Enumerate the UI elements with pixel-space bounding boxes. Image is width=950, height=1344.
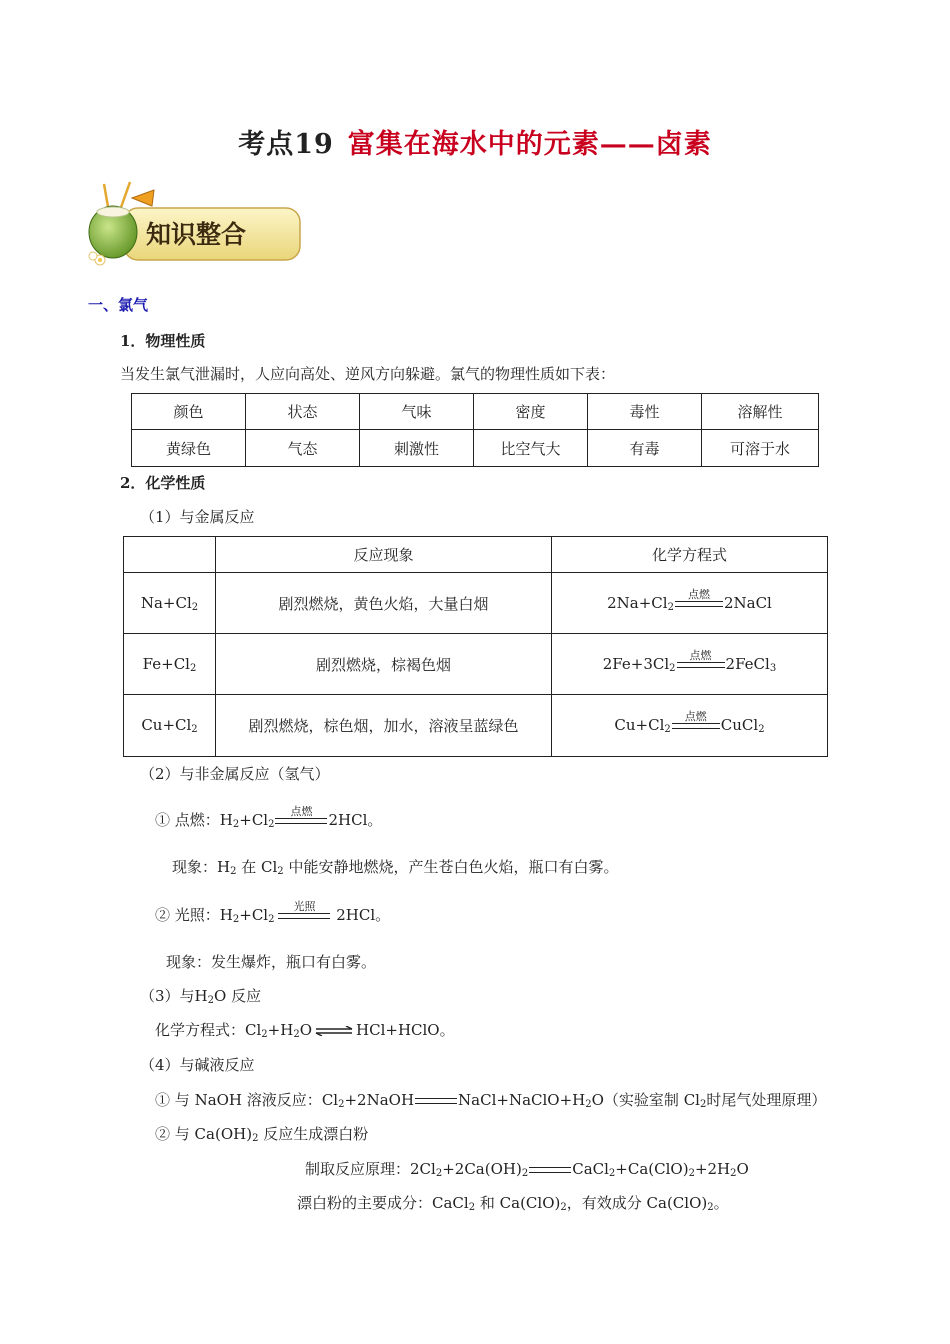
- light-phenomenon: 现象：发生爆炸，瓶口有白雾。: [166, 953, 377, 971]
- caoh-reaction: ② 与 $Ca(OH)_2$ 反应生成漂白粉: [155, 1125, 369, 1144]
- phenomenon-text: 中能安静地燃烧，产生苍白色火焰，瓶口有白雾。: [288, 858, 619, 876]
- subscript: 3: [769, 662, 777, 674]
- header-color: 颜色: [132, 394, 246, 430]
- reaction-condition: 点燃: [687, 587, 710, 601]
- caoh-a: ② 与: [155, 1125, 190, 1143]
- table-row: [124, 537, 828, 573]
- equals-sign: [415, 1098, 457, 1104]
- value-solubility: 可溶于水: [702, 430, 819, 467]
- header-state: 状态: [246, 394, 360, 430]
- components-c: ，有效成分: [566, 1194, 642, 1212]
- bleach-principle: 制取反应原理：$2Cl_2+2Ca(OH)_2$ $CaCl_2+Ca(ClO)_2+2H_2O$: [305, 1160, 749, 1179]
- subscript: 2: [758, 724, 765, 735]
- reactant-text: Na+Cl: [140, 593, 192, 612]
- knowledge-banner: [88, 180, 303, 270]
- section-heading-chlorine: 一、氯气: [88, 296, 149, 314]
- subscript: 2: [664, 724, 671, 735]
- reversible-arrow-icon: [314, 1026, 354, 1036]
- components-d: 。: [713, 1194, 729, 1212]
- light-equation: ② 光照：$H_2+Cl_2$ 光照 2HCl。: [155, 900, 391, 925]
- reaction-sign: [677, 648, 725, 668]
- reactant-na: [124, 573, 216, 634]
- ignite-phenomenon: 现象：$H_2$ 在 $Cl_2$ 中能安静地燃烧，产生苍白色火焰，瓶口有白雾。: [172, 858, 619, 877]
- naoh-reaction: ① 与 NaOH 溶液反应：$Cl_2+2NaOH$ $NaCl+NaClO+H_2O$（实验室制 $Cl_2$时尾气处理原理）: [155, 1091, 827, 1110]
- eq-rhs: 2NaCl: [723, 593, 772, 612]
- water-reaction-heading: （3）与$H_2O$ 反应: [140, 987, 262, 1006]
- chemical-properties-heading: 2．化学性质: [120, 474, 206, 492]
- ignite-label: ① 点燃：: [155, 811, 220, 829]
- water-eq-label: 化学方程式：: [155, 1021, 246, 1039]
- reaction-sign: [275, 805, 327, 824]
- physical-properties-heading: 1．物理性质: [120, 332, 206, 350]
- phenomenon-cu: 剧烈燃烧，棕色烟，加水，溶液呈蓝绿色: [216, 695, 552, 757]
- phenomenon-na: 剧烈燃烧，黄色火焰，大量白烟: [216, 573, 552, 634]
- header-density: 密度: [474, 394, 588, 430]
- reaction-condition: 点燃: [684, 710, 707, 723]
- light-label: ② 光照：: [155, 906, 220, 924]
- metal-reaction-table: [123, 536, 828, 757]
- water-heading-b: 反应: [231, 987, 262, 1005]
- header-equation: 化学方程式: [552, 537, 828, 573]
- header-phenomenon: 反应现象: [216, 537, 552, 573]
- header-empty: [124, 537, 216, 573]
- ignite-equation: ① 点燃：$H_2+Cl_2$ 点燃 2HCl。: [155, 805, 383, 830]
- water-heading-a: （3）与: [140, 987, 195, 1005]
- bleach-components: 漂白粉的主要成分：CaCl$_2$ 和 $Ca(ClO)_2$，有效成分 $Ca(ClO)_2$。: [297, 1194, 729, 1213]
- table-row: [132, 394, 819, 430]
- reaction-condition: 光照: [293, 900, 316, 913]
- equation-na: [552, 573, 828, 634]
- reactant-cu: [124, 695, 216, 757]
- title-prefix: 考点19: [238, 129, 334, 160]
- table-row: [124, 634, 828, 695]
- components-a: 漂白粉的主要成分：: [297, 1194, 433, 1212]
- header-toxicity: 毒性: [588, 394, 702, 430]
- table-row: [124, 695, 828, 757]
- value-toxicity: 有毒: [588, 430, 702, 467]
- components-b: 和: [479, 1194, 495, 1212]
- value-color: 黄绿色: [132, 430, 246, 467]
- naoh-a: ① 与: [155, 1091, 190, 1109]
- eq-lhs: 2Na+Cl: [607, 593, 668, 612]
- reactant-text: Cu+Cl: [141, 716, 192, 734]
- reaction-condition: 点燃: [689, 648, 712, 662]
- water-equation: 化学方程式：$Cl_2+H_2O$ HCl+HClO。: [155, 1021, 455, 1040]
- value-odor: 刺激性: [360, 430, 474, 467]
- base-reaction-heading: （4）与碱液反应: [140, 1056, 255, 1074]
- equation-cu: [552, 695, 828, 757]
- reaction-sign: [672, 710, 720, 729]
- subscript: 2: [669, 662, 676, 674]
- nonmetal-reaction-heading: （2）与非金属反应（氢气）: [140, 765, 330, 783]
- phenomenon-fe: 剧烈燃烧，棕褐色烟: [216, 634, 552, 695]
- table-row: [132, 430, 819, 467]
- physical-properties-table: [131, 393, 819, 467]
- naoh-b: NaOH: [194, 1091, 243, 1109]
- caoh-b: 反应生成漂白粉: [263, 1125, 369, 1143]
- subscript: 2: [191, 601, 199, 613]
- equation-fe: [552, 634, 828, 695]
- reactant-text: Fe+Cl: [142, 654, 190, 673]
- header-solubility: 溶解性: [702, 394, 819, 430]
- eq-rhs: CuCl: [720, 716, 759, 734]
- reactant-fe: [124, 634, 216, 695]
- naoh-c: 溶液反应：: [246, 1091, 322, 1109]
- eq-lhs: 2Fe+3Cl: [602, 654, 670, 673]
- value-state: 气态: [246, 430, 360, 467]
- phenomenon-label: 现象：: [172, 858, 218, 876]
- naoh-d: （实验室制: [603, 1091, 679, 1109]
- eq-lhs: Cu+Cl: [614, 716, 665, 734]
- subscript: 2: [191, 724, 198, 735]
- banner-text: 知识整合: [146, 220, 247, 249]
- metal-reaction-heading: （1）与金属反应: [140, 508, 255, 526]
- subscript: 2: [189, 662, 197, 674]
- title-main: 富集在海水中的元素——卤素: [347, 129, 712, 160]
- eq-rhs: 2FeCl: [725, 654, 770, 673]
- physical-properties-intro: 当发生氯气泄漏时，人应向高处、逆风方向躲避。氯气的物理性质如下表：: [120, 365, 616, 383]
- reaction-sign: [675, 587, 723, 607]
- reaction-condition: 点燃: [290, 805, 313, 818]
- value-density: 比空气大: [474, 430, 588, 467]
- principle-label: 制取反应原理：: [305, 1160, 411, 1178]
- equals-sign: [529, 1167, 571, 1173]
- naoh-e: 时尾气处理原理）: [706, 1091, 827, 1109]
- reaction-sign: [278, 900, 330, 919]
- table-row: [124, 573, 828, 634]
- header-odor: 气味: [360, 394, 474, 430]
- subscript: 2: [667, 601, 674, 613]
- page-title: [0, 122, 950, 161]
